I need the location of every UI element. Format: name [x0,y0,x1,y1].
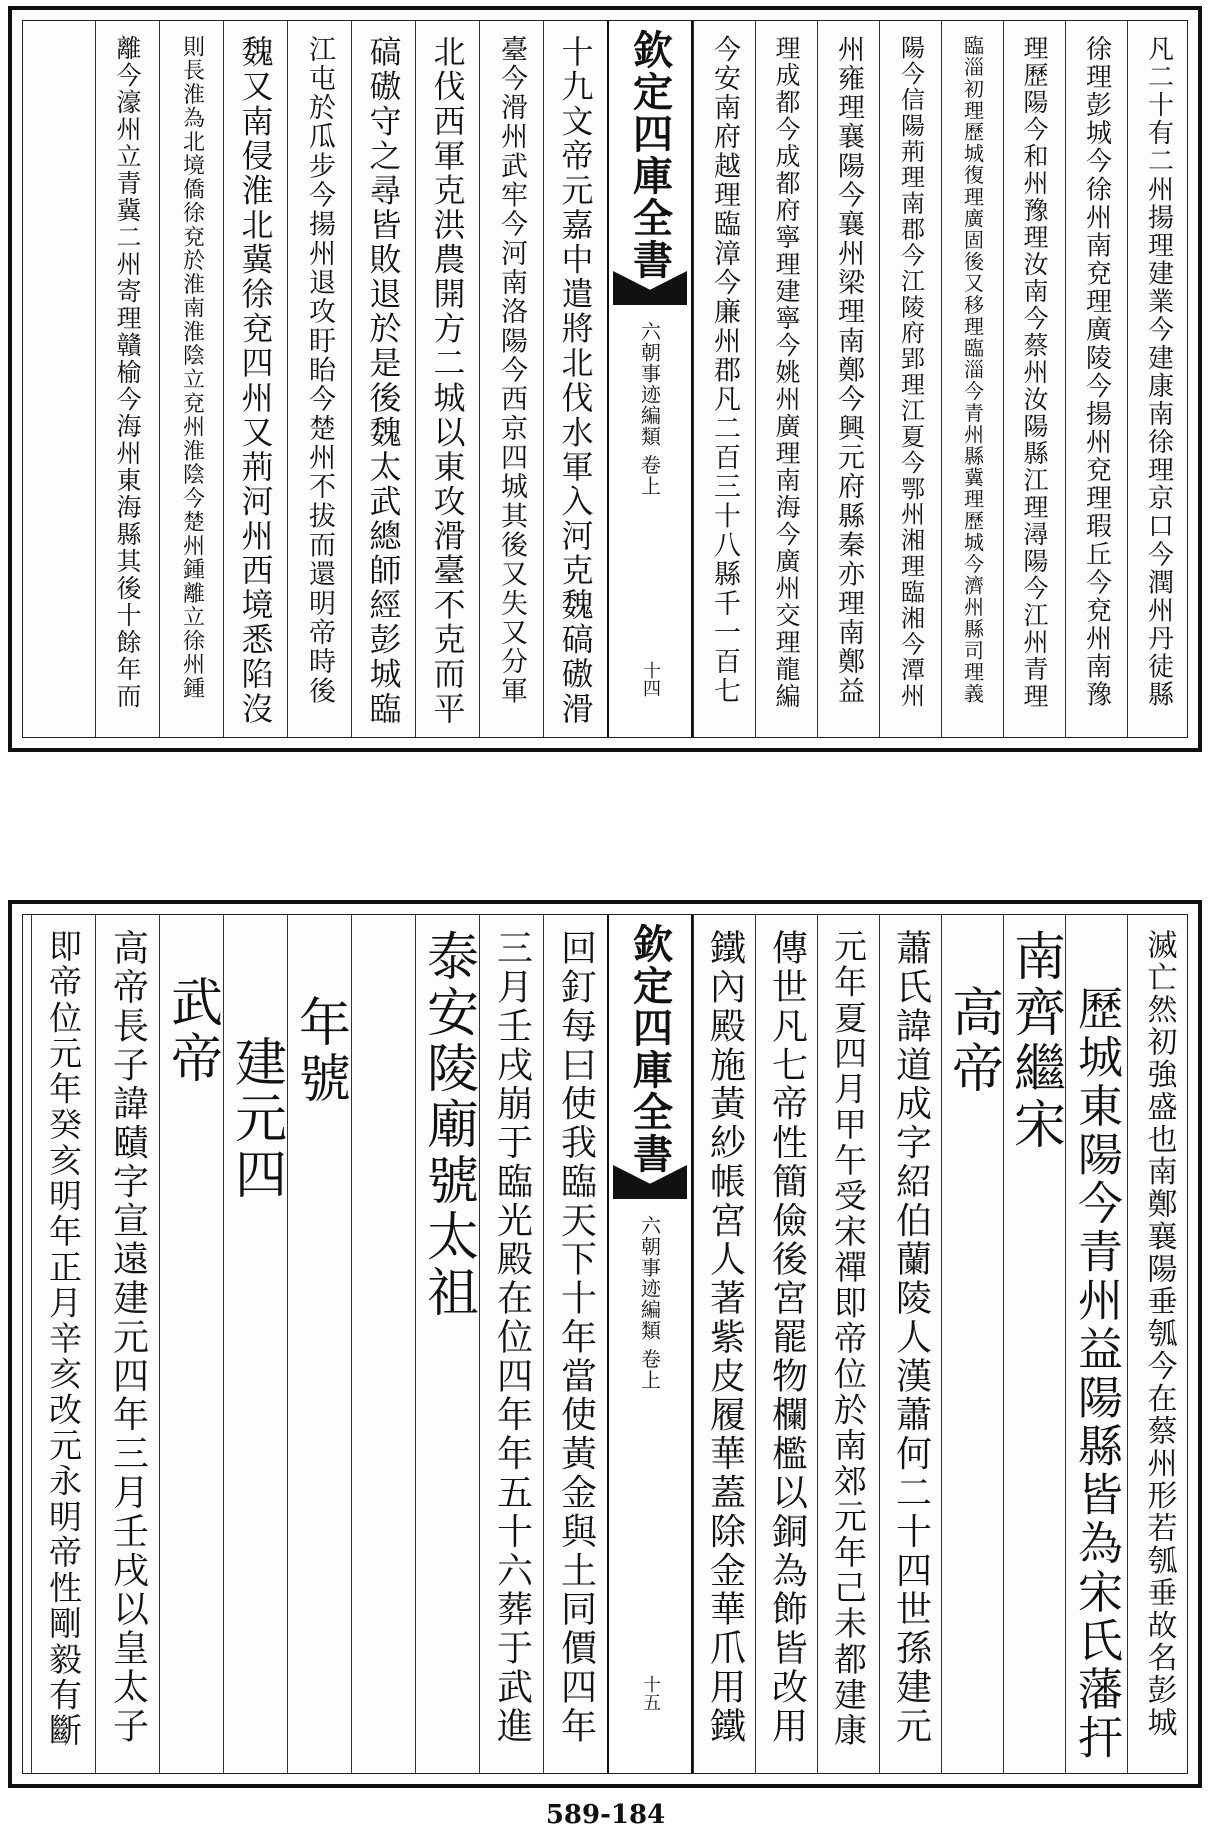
top-col-12 [351,21,415,737]
top-col-2 [1065,21,1127,737]
bottom-col-10 [479,915,543,1773]
top-col-11 [415,21,479,737]
top-col-9-text: 十九文帝元嘉中遣將北伐水軍入河克魏碻磝滑 [556,35,595,727]
top-col-16-text: 離今濠州立青冀二州寄理贛榆今海州東海縣其後十餘年而 [113,35,142,710]
bottom-col-16-text: 高帝長子諱賾字宣遠建元四年三月壬戌以皇太子 [107,929,149,1746]
bottom-col-13 [287,915,351,1773]
top-col-15-text: 則長淮為北境僑徐兗於淮南淮陰立兗州淮陰今楚州鍾離立徐州鍾 [179,35,205,701]
bottom-center-strip [607,915,693,1773]
top-col-7 [755,21,817,737]
bottom-col-6-text: 元年夏四月甲午受宋禪即帝位於南郊元年己未都建康 [829,929,868,1749]
bottom-col-5 [879,915,941,1773]
top-col-10 [479,21,543,737]
bottom-col-17-text: 即帝位元年癸亥明年正月辛亥改元永明帝性剛毅有斷 [44,929,83,1749]
top-book-title: 欽定四庫全書 [626,29,674,281]
top-col-8 [693,21,755,737]
bottom-col-9 [543,915,607,1773]
top-col-5 [879,21,941,737]
top-col-4-text: 臨淄初理歷城復理廣固後又移理臨淄今青州縣冀理歷城今濟州縣司理義 [960,35,985,705]
top-book-subtitle: 六朝事迹編類 卷上 [637,321,662,497]
top-col-4 [941,21,1003,737]
top-col-11-text: 北伐西軍克洪農開方二城以東攻滑臺不克而平 [428,35,467,727]
bottom-col-15 [159,915,223,1773]
bottom-col-7-text: 傳世凡七帝性簡儉後宮罷物欄檻以銅為飾皆改用 [766,929,808,1746]
bottom-col-17 [31,915,95,1773]
bottom-col-11-text: 泰安陵廟號太祖 [417,929,478,1321]
bottom-col-3 [1003,915,1065,1773]
bottom-col-8 [693,915,755,1773]
bottom-col-12 [351,915,415,1773]
bottom-col-8-text: 鐵內殿施黃紗帳宮人著紫皮履華蓋除金華爪用鐵 [704,929,746,1746]
top-col-9 [543,21,607,737]
bottom-col-14-text: 建元四 [225,1035,286,1203]
page-footer-code: 589-184 [545,1800,666,1830]
bottom-book-subtitle: 六朝事迹編類 卷上 [637,1215,662,1391]
top-col-2-text: 徐理彭城今徐州南兗理廣陵今揚州兗理瑕丘今兗州南豫 [1081,35,1112,709]
top-col-14 [223,21,287,737]
bottom-col-4-text: 高帝 [942,985,1003,1097]
top-col-16 [95,21,159,737]
top-col-3 [1003,21,1065,737]
top-col-13-text: 江屯於瓜步今揚州退攻盱眙今楚州不拔而還明帝時後 [304,35,335,706]
top-col-1-text: 凡二十有二州揚理建業今建康南徐理京口今潤州丹徒縣 [1143,35,1174,709]
top-col-15 [159,21,223,737]
top-col-10-text: 臺今滑州武牢今河南洛陽今西京四城其後又失又分軍 [496,35,527,706]
bottom-col-14 [223,915,287,1773]
bottom-col-3-text: 南齊繼宋 [1004,929,1065,1153]
top-col-13 [287,21,351,737]
bottom-page [8,900,1202,1788]
top-page-frame [22,20,1188,738]
top-col-5-text: 陽今信陽荊理南郡今江陵府郢理江夏今鄂州湘理臨湘今潭州 [896,35,925,709]
top-center-strip [607,21,693,737]
top-col-3-text: 理歷陽今和州豫理汝南今蔡州汝陽縣江理潯陽今江州青理 [1020,35,1049,710]
bottom-col-2 [1065,915,1127,1773]
bottom-col-7 [755,915,817,1773]
top-col-14-text: 魏又南侵淮北冀徐兗四州又荊河州西境悉陷沒 [236,35,275,727]
bottom-col-2-text: 歷城東陽今青州益陽縣皆為宋氏藩扞 [1070,985,1123,1763]
bottom-col-10-text: 三月壬戌崩于臨光殿在位四年年五十六葬于武進 [491,929,533,1746]
bottom-col-1 [1127,915,1189,1773]
bottom-col-15-text: 武帝 [161,975,222,1087]
bottom-col-4 [941,915,1003,1773]
bottom-book-title: 欽定四庫全書 [626,923,674,1175]
top-page [8,6,1202,752]
top-col-12-text: 碻磝守之尋皆敗退於是後魏太武總師經彭城臨 [364,35,403,727]
top-col-6-text: 州雍理襄陽今襄州梁理南鄭今興元府縣秦亦理南鄭益 [833,35,864,706]
bottom-col-5-text: 蕭氏諱道成字紹伯蘭陵人漢蕭何二十四世孫建元 [890,929,932,1746]
bottom-col-9-text: 回釘每曰使我臨天下十年當使黃金與土同價四年 [555,929,597,1746]
bottom-col-16 [95,915,159,1773]
top-col-1 [1127,21,1189,737]
bottom-col-6 [817,915,879,1773]
top-page-number: 十四 [640,661,661,697]
top-col-7-text: 理成都今成都府寧理建寧今姚州廣理南海今廣州交理龍編 [772,35,801,710]
bottom-col-13-text: 年號 [289,995,350,1107]
top-col-6 [817,21,879,737]
bottom-page-frame [22,914,1188,1774]
bottom-col-11 [415,915,479,1773]
top-col-8-text: 今安南府越理臨漳今廉州郡凡二百三十八縣千一百七 [709,35,740,706]
bottom-page-number: 十五 [640,1675,661,1711]
bottom-col-1-text: 滅亡然初強盛也南鄭襄陽垂瓠今在蔡州形若瓠垂故名彭城 [1141,929,1177,1739]
